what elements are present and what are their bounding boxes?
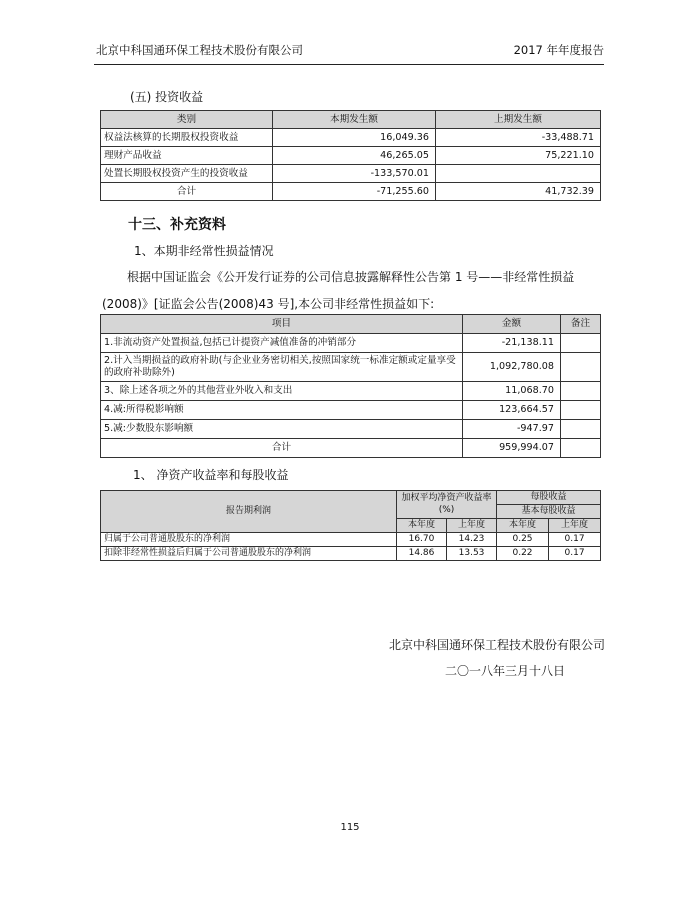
page-number: 115 xyxy=(340,822,360,833)
row-label: 4.减:所得税影响额 xyxy=(101,401,463,420)
prior-amount: 75,221.10 xyxy=(436,147,601,165)
current-amount: 16,049.36 xyxy=(273,129,436,147)
amount: 959,994.07 xyxy=(463,439,561,458)
eps-last-year: 0.17 xyxy=(549,547,601,561)
column-header-this-year: 本年度 xyxy=(497,519,549,533)
column-header: 类别 xyxy=(101,111,273,129)
header-company: 北京中科国通环保工程技术股份有限公司 xyxy=(96,43,303,57)
paragraph-line: 根据中国证监会《公开发行证券的公司信息披露解释性公告第 1 号——非经常性损益 xyxy=(127,270,575,284)
column-header-last-year: 上年度 xyxy=(549,519,601,533)
column-header-roe: 加权平均净资产收益率(%) xyxy=(397,491,497,519)
roe-eps-table xyxy=(100,490,601,561)
eps-this-year: 0.25 xyxy=(497,533,549,547)
row-label: 2.计入当期损益的政府补助(与企业业务密切相关,按照国家统一标准定额或定量享受的政府补助除外) xyxy=(101,353,463,382)
table-row xyxy=(101,334,601,353)
table-header-row xyxy=(101,315,601,334)
column-header: 备注 xyxy=(561,315,601,334)
note xyxy=(561,439,601,458)
row-label: 理财产品收益 xyxy=(101,147,273,165)
roe-last-year: 13.53 xyxy=(447,547,497,561)
table-row xyxy=(101,420,601,439)
row-label: 合计 xyxy=(101,439,463,458)
prior-amount: -33,488.71 xyxy=(436,129,601,147)
note xyxy=(561,420,601,439)
table-row xyxy=(101,401,601,420)
note xyxy=(561,334,601,353)
column-header: 项目 xyxy=(101,315,463,334)
roe-this-year: 14.86 xyxy=(397,547,447,561)
column-header-eps: 每股收益 xyxy=(497,491,601,505)
column-header-period: 报告期利润 xyxy=(101,491,397,533)
column-header: 上期发生额 xyxy=(436,111,601,129)
row-label: 5.减:少数股东影响额 xyxy=(101,420,463,439)
column-header: 本期发生额 xyxy=(273,111,436,129)
row-label: 3、除上述各项之外的其他营业外收入和支出 xyxy=(101,382,463,401)
roe-last-year: 14.23 xyxy=(447,533,497,547)
note xyxy=(561,353,601,382)
row-label: 扣除非经常性损益后归属于公司普通股股东的净利润 xyxy=(101,547,397,561)
table-total-row xyxy=(101,439,601,458)
section-title-supplementary: 十三、补充资料 xyxy=(128,217,226,233)
eps-this-year: 0.22 xyxy=(497,547,549,561)
table-header-row xyxy=(101,491,601,505)
column-header-eps-basic: 基本每股收益 xyxy=(497,505,601,519)
column-header-last-year: 上年度 xyxy=(447,519,497,533)
current-amount: 46,265.05 xyxy=(273,147,436,165)
row-label: 处置长期股权投资产生的投资收益 xyxy=(101,165,273,183)
signature-date: 二〇一八年三月十八日 xyxy=(444,664,565,678)
paragraph-line: (2008)》[证监会公告(2008)43 号],本公司非经常性损益如下: xyxy=(102,297,435,311)
table-row xyxy=(101,382,601,401)
table-header-row xyxy=(101,111,601,129)
row-label: 1.非流动资产处置损益,包括已计提资产减值准备的冲销部分 xyxy=(101,334,463,353)
header-rule xyxy=(94,64,604,65)
table-total-row xyxy=(101,183,601,201)
table-row xyxy=(101,147,601,165)
amount: -21,138.11 xyxy=(463,334,561,353)
row-label: 归属于公司普通股股东的净利润 xyxy=(101,533,397,547)
subsection-title: 1、 净资产收益率和每股收益 xyxy=(133,468,289,482)
amount: 1,092,780.08 xyxy=(463,353,561,382)
table-row xyxy=(101,547,601,561)
note xyxy=(561,382,601,401)
prior-amount xyxy=(436,165,601,183)
amount: -947.97 xyxy=(463,420,561,439)
table-row xyxy=(101,129,601,147)
current-amount: -133,570.01 xyxy=(273,165,436,183)
current-amount: -71,255.60 xyxy=(273,183,436,201)
column-header: 金额 xyxy=(463,315,561,334)
prior-amount: 41,732.39 xyxy=(436,183,601,201)
header-report-title: 2017 年年度报告 xyxy=(513,43,604,57)
section-title-investment-income: (五) 投资收益 xyxy=(130,90,204,104)
amount: 123,664.57 xyxy=(463,401,561,420)
row-label: 合计 xyxy=(101,183,273,201)
note xyxy=(561,401,601,420)
table-row xyxy=(101,533,601,547)
table-row xyxy=(101,353,601,382)
eps-last-year: 0.17 xyxy=(549,533,601,547)
signature-company: 北京中科国通环保工程技术股份有限公司 xyxy=(388,638,605,652)
column-header-this-year: 本年度 xyxy=(397,519,447,533)
amount: 11,068.70 xyxy=(463,382,561,401)
subsection-title: 1、本期非经常性损益情况 xyxy=(134,244,274,258)
roe-this-year: 16.70 xyxy=(397,533,447,547)
table-row xyxy=(101,165,601,183)
investment-income-table xyxy=(100,110,601,201)
non-recurring-gains-table xyxy=(100,314,601,458)
row-label: 权益法核算的长期股权投资收益 xyxy=(101,129,273,147)
